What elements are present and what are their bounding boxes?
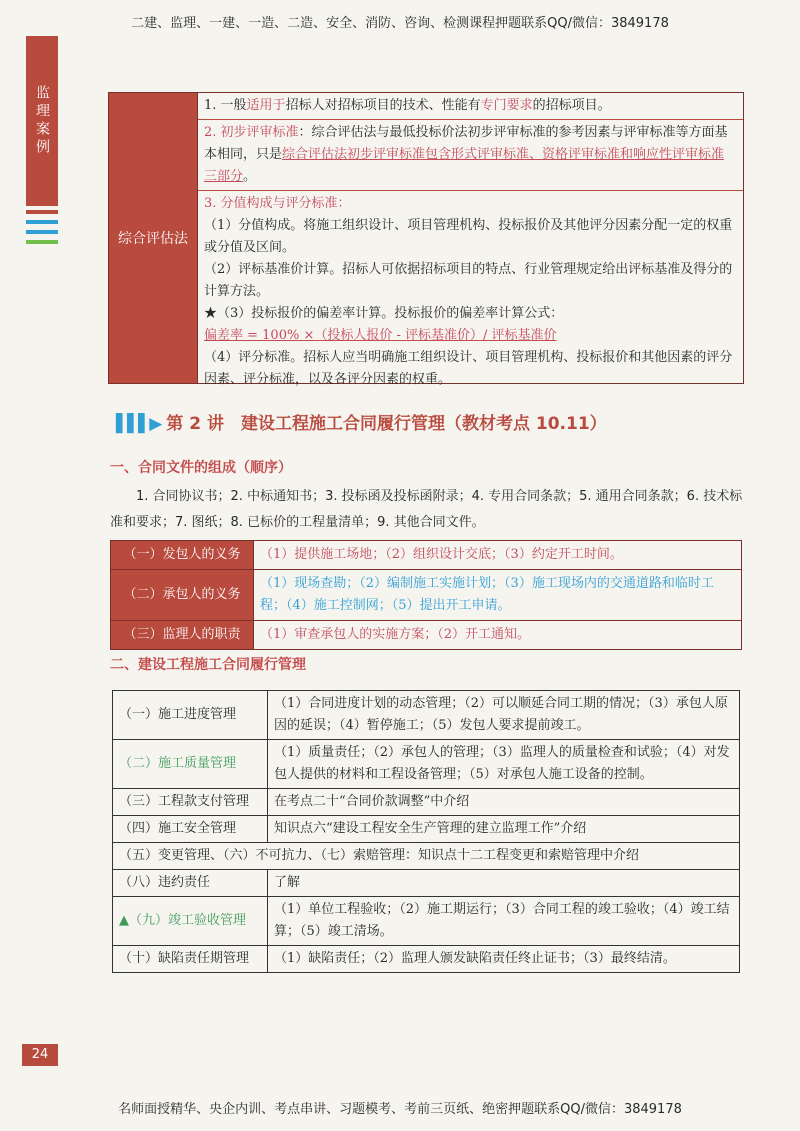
row-text: 了解: [268, 870, 740, 897]
subheading-contract-docs: 一、合同文件的组成（顺序）: [110, 460, 292, 476]
row-label: （一）施工进度管理: [113, 691, 268, 740]
red-bar-icon: [26, 210, 58, 214]
row-label: （三）工程款支付管理: [113, 789, 268, 816]
table-row: [113, 946, 740, 973]
row-label: （二）施工质量管理: [113, 740, 268, 789]
row-text: （1）审查承包人的实施方案；（2）开工通知。: [254, 621, 742, 650]
comprehensive-evaluation-table: [108, 92, 744, 387]
section-title: [116, 409, 607, 434]
row-label: （八）违约责任: [113, 870, 268, 897]
table1-row-3: [198, 191, 743, 393]
row-label: （五）变更管理、（六）不可抗力、（七）索赔管理：知识点十二工程变更和索赔管理中介绍: [113, 843, 740, 870]
text-segment: 的招标项目。: [532, 98, 611, 113]
table-row: [113, 870, 740, 897]
green-bar-icon: [26, 240, 58, 244]
obligations-table: [110, 540, 742, 650]
triple-bar-icon: ▌▌▌▶: [116, 414, 161, 434]
text-segment: ：综合评估法与最低投标价法初步评审标准的参考因素与评审标准等方面基本相同，只是: [204, 125, 728, 162]
table-row: [113, 691, 740, 740]
row-label: （二）承包人的义务: [111, 570, 254, 621]
table-row: [113, 789, 740, 816]
row-label: （三）监理人的职责: [111, 621, 254, 650]
row-text: （1）现场查勘；（2）编制施工实施计划；（3）施工现场内的交通道路和临时工程；（4）施工控制网；（5）提出开工申请。: [254, 570, 742, 621]
highlight-text: 适用于: [246, 98, 286, 113]
table-row: [111, 570, 742, 621]
table-row: [113, 897, 740, 946]
highlight-text: 专门要求: [480, 98, 533, 113]
row-text: （1）缺陷责任；（2）监理人颁发缺陷责任终止证书；（3）最终结清。: [268, 946, 740, 973]
row3-line: （2）评标基准价计算。招标人可依据招标项目的特点、行业管理规定给出评标基准及得分的计算方法。: [204, 262, 733, 299]
row-label: （十）缺陷责任期管理: [113, 946, 268, 973]
blue-bar-icon: [26, 220, 58, 224]
subheading-contract-performance: 二、建设工程施工合同履行管理: [110, 657, 306, 673]
deviation-formula: 偏差率 = 100% ×（投标人报价 - 评标基准价）/ 评标基准价: [204, 328, 557, 343]
table-row: [113, 740, 740, 789]
text-segment: 招标人对招标项目的技术、性能有: [285, 98, 481, 113]
row3-title: 3. 分值构成与评分标准：: [204, 196, 351, 211]
text-segment: 。: [243, 169, 257, 184]
table1-left-label: 综合评估法: [109, 93, 198, 383]
blue-bar-icon: [26, 230, 58, 234]
table1-row-1: [198, 93, 743, 120]
text-segment: 1. 一般: [204, 98, 247, 113]
table-row: [113, 843, 740, 870]
section-title-text: 第 2 讲 建设工程施工合同履行管理（教材考点 10.11）: [166, 414, 607, 434]
row-label: （四）施工安全管理: [113, 816, 268, 843]
row-label: （一）发包人的义务: [111, 541, 254, 570]
row3-line: （1）分值构成。将施工组织设计、项目管理机构、投标报价及其他评分因素分配一定的权重或分值及区间。: [204, 218, 733, 255]
row3-line: （4）评分标准。招标人应当明确施工组织设计、项目管理机构、投标报价和其他因素的评分因素、评分标准，以及各评分因素的权重。: [204, 350, 733, 387]
header-banner: 二建、监理、一建、一造、二造、安全、消防、咨询、检测课程押题联系QQ/微信：3849178: [131, 16, 669, 31]
performance-management-table: [112, 690, 740, 973]
row-text: （1）合同进度计划的动态管理；（2）可以顺延合同工期的情况；（3）承包人原因的延误；（4）暂停施工；（5）发包人要求提前竣工。: [268, 691, 740, 740]
row3-line: ★（3）投标报价的偏差率计算。投标报价的偏差率计算公式：: [204, 306, 564, 321]
table-row: [113, 816, 740, 843]
side-tab-label: 监理案例: [26, 36, 58, 206]
footer-banner: 名师面授精华、央企内训、考点串讲、习题模考、考前三页纸、绝密押题联系QQ/微信：3849178: [118, 1102, 682, 1117]
row-text: （1）单位工程验收；（2）施工期运行；（3）合同工程的竣工验收；（4）竣工结算；（5）竣工清场。: [268, 897, 740, 946]
page-number: 24: [22, 1044, 58, 1066]
contract-docs-paragraph: 1. 合同协议书；2. 中标通知书；3. 投标函及投标函附录；4. 专用合同条款；5. 通用合同条款；6. 技术标准和要求；7. 图纸；8. 已标价的工程量清单；9. 其他合同文件。: [110, 489, 743, 530]
table-row: [111, 541, 742, 570]
highlight-text: 2. 初步评审标准: [204, 125, 299, 140]
table-row: [111, 621, 742, 650]
side-color-bars: [26, 210, 58, 250]
row-text: 在考点二十“合同价款调整”中介绍: [268, 789, 740, 816]
row-text: （1）质量责任；（2）承包人的管理；（3）监理人的质量检查和试验；（4）对发包人提供的材料和工程设备管理；（5）对承包人施工设备的控制。: [268, 740, 740, 789]
table1-row-2: [198, 120, 743, 191]
row-label: ▲（九）竣工验收管理: [113, 897, 268, 946]
row-text: 知识点六“建设工程安全生产管理的建立监理工作”介绍: [268, 816, 740, 843]
underlined-highlight: 综合评估法初步评审标准包含形式评审标准、资格评审标准和响应性评审标准三部分: [204, 147, 725, 184]
row-text: （1）提供施工场地；（2）组织设计交底；（3）约定开工时间。: [254, 541, 742, 570]
